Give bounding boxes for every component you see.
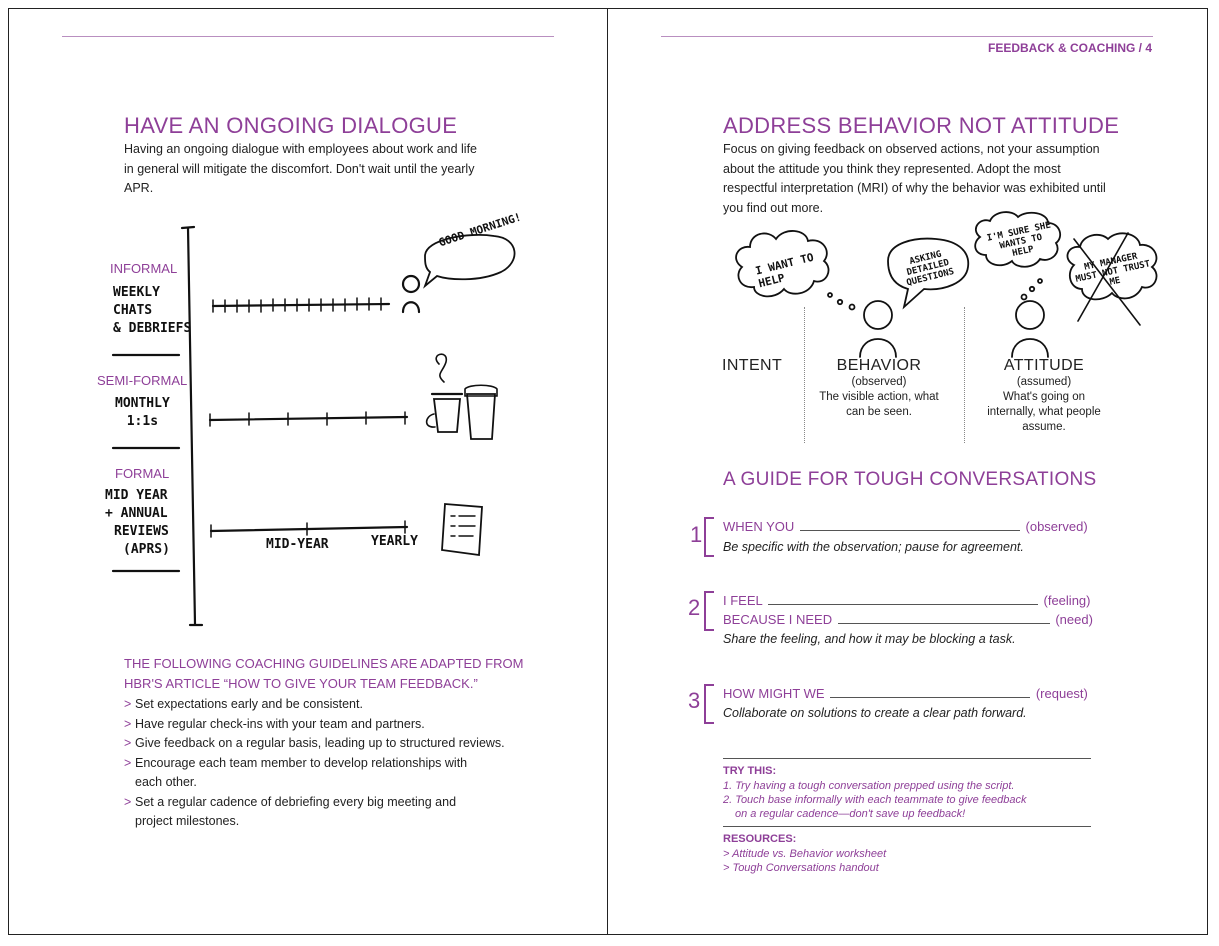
formal-label: FORMAL — [115, 466, 170, 481]
attitude-column-sub: (assumed) — [1016, 376, 1072, 388]
step-2-line-b: BECAUSE I NEED (need) — [723, 612, 1093, 627]
document-icon — [442, 504, 482, 555]
good-morning-text: GOOD MORNING! — [437, 210, 523, 250]
attitude-column — [984, 357, 1104, 435]
list-item: > Encourage each team member to develop relationships with each other. — [124, 754, 480, 793]
behavior-bubble-text: ASKING DETAILED QUESTIONS — [905, 249, 956, 289]
informal-line — [213, 304, 389, 306]
right-title: ADDRESS BEHAVIOR NOT ATTITUDE — [723, 113, 1120, 138]
column-divider — [804, 307, 805, 443]
right-page — [607, 8, 1208, 935]
yearly-tick-label: YEARLY — [371, 534, 418, 549]
attitude-column-desc: What's going on internally, what people assume. — [987, 391, 1101, 433]
try-this-rule — [723, 758, 1091, 759]
left-title: HAVE AN ONGOING DIALOGUE — [124, 113, 458, 138]
semi-formal-line — [210, 417, 407, 420]
step-1-desc: Be specific with the observation; pause for agreement. — [723, 540, 1024, 554]
list-item: 1. Try having a tough conversation prepped using the script. — [723, 780, 1015, 792]
semi-formal-label: SEMI-FORMAL — [97, 373, 188, 388]
step-bracket — [704, 591, 714, 631]
step-number: 3 — [688, 688, 701, 713]
intent-bubble-text: I WANT TO HELP — [754, 250, 816, 291]
list-item: > Have regular check-ins with your team and partners. — [124, 715, 544, 735]
behavior-column-title: BEHAVIOR — [836, 357, 922, 374]
list-item: > Set a regular cadence of debriefing every big meeting and project milestones. — [124, 793, 490, 832]
running-header: FEEDBACK & COACHING / 4 — [987, 41, 1152, 55]
step-bracket — [704, 517, 714, 557]
try-this-heading: TRY THIS: — [723, 765, 777, 777]
top-rule — [62, 36, 554, 37]
informal-label: INFORMAL — [110, 261, 178, 276]
top-rule — [661, 36, 1153, 37]
attitude-positive-text: I'M SURE SHE WANTS TO HELP — [986, 220, 1052, 259]
step-number: 1 — [690, 522, 703, 547]
list-item: 2. Touch base informally with each teammate to give feedback — [723, 794, 1027, 806]
list-item: on a regular cadence—don't save up feedback! — [735, 808, 966, 820]
left-intro: Having an ongoing dialogue with employees about work and life in general will mitigate the discomfort. Don't wait until the yearly APR. — [124, 142, 478, 195]
try-this-list — [723, 779, 1026, 821]
step-3-desc: Collaborate on solutions to create a clear path forward. — [723, 706, 1027, 720]
step-2-line-a: I FEEL (feeling) — [723, 593, 1091, 608]
list-item: > Give feedback on a regular basis, leading up to structured reviews. — [124, 734, 544, 754]
behavior-column — [814, 357, 944, 420]
step-3-line: HOW MIGHT WE (request) — [723, 686, 1088, 701]
behavior-column-sub: (observed) — [851, 376, 907, 388]
resource-link[interactable]: > Attitude vs. Behavior worksheet — [723, 848, 887, 860]
step-1-line: WHEN YOU (observed) — [723, 519, 1088, 534]
formal-hand-text: MID YEAR + ANNUAL REVIEWS (APRS) — [105, 488, 170, 557]
resources-rule — [723, 826, 1091, 827]
left-page — [8, 8, 608, 935]
formal-line — [211, 527, 407, 531]
resource-link[interactable]: > Tough Conversations handout — [723, 862, 879, 874]
right-intro: Focus on giving feedback on observed actions, not your assumption about the attitude you think they represented. Adopt the most respectful interpretation (MRI) of why the behavior was exhibited until you find out more. — [723, 142, 1106, 215]
informal-hand-text: WEEKLY CHATS & DEBRIEFS — [113, 285, 192, 336]
guidelines-heading: THE FOLLOWING COACHING GUIDELINES ARE ADAPTED FROM HBR'S ARTICLE “HOW TO GIVE YOUR TEAM FEEDBACK.” — [124, 656, 524, 691]
resources-heading: RESOURCES: — [723, 833, 797, 845]
attitude-column-title: ATTITUDE — [1003, 357, 1085, 374]
step-2-desc: Share the feeling, and how it may be blocking a task. — [723, 632, 1016, 646]
resources-list — [723, 847, 886, 875]
guide-title: A GUIDE FOR TOUGH CONVERSATIONS — [723, 469, 1097, 490]
behavior-column-desc: The visible action, what can be seen. — [819, 391, 939, 418]
semi-formal-hand-text: MONTHLY 1:1s — [115, 396, 170, 429]
list-item: > Set expectations early and be consistent. — [124, 695, 544, 715]
column-divider — [964, 307, 965, 443]
attitude-negative-text: MY MANAGER MUST NOT TRUST ME — [1074, 251, 1152, 288]
guidelines-list — [124, 695, 544, 832]
step-number: 2 — [688, 595, 701, 620]
step-bracket — [704, 684, 714, 724]
intent-column-title: INTENT — [722, 357, 783, 374]
mid-year-tick-label: MID-YEAR — [266, 537, 329, 552]
